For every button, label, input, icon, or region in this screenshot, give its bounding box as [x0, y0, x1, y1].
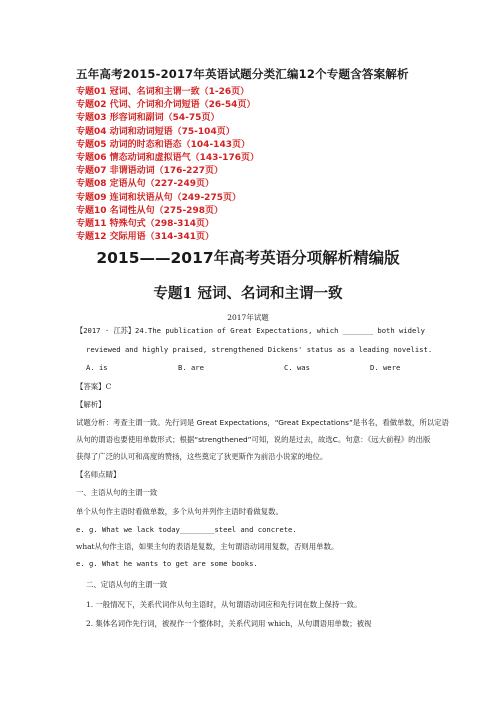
- section-heading: 二、定语从句的主谓一致: [86, 580, 168, 589]
- main-title: 2015——2017年高考英语分项解析精编版: [96, 249, 400, 267]
- toc-item: 专题11 特殊句式（298-314页）: [76, 219, 214, 230]
- option-d: D. were: [370, 363, 401, 372]
- example-sentence: e. g. What we lack today________steel and concrete.: [76, 525, 297, 534]
- toc-item: 专题07 非谓语动词（176-227页）: [76, 166, 223, 177]
- year-label: 2017年试题: [227, 313, 269, 322]
- toc-item: 专题12 交际用语（314-341页）: [76, 232, 214, 243]
- analysis-label: 【解析】: [76, 400, 106, 409]
- toc-item: 专题03 形容词和副词（54-75页）: [76, 113, 220, 124]
- toc-item: 专题02 代词、介词和介词短语（26-54页）: [76, 100, 256, 111]
- document-title: 五年高考2015-2017年英语试题分类汇编12个专题含答案解析: [76, 67, 409, 81]
- analysis-text: 试题分析：考查主谓一致。先行词是 Great Expectations，“Great Expectations”是书名，看做单数，所以定语: [76, 418, 449, 427]
- option-b: B. are: [178, 363, 204, 372]
- toc-item: 专题09 连词和状语从句（249-275页）: [76, 192, 241, 203]
- tips-label: 【名师点睛】: [76, 470, 121, 479]
- toc-item: 专题04 动词和动词短语（75-104页）: [76, 126, 235, 137]
- analysis-text: 获得了广泛的认可和高度的赞扬，这些奠定了狄更斯作为前沿小说家的地位。: [76, 452, 328, 461]
- option-c: C. was: [284, 363, 310, 372]
- toc-item: 专题06 情态动词和虚拟语气（143-176页）: [76, 153, 259, 164]
- example-sentence: e. g. What he wants to get are some books.: [76, 559, 258, 568]
- question-line: reviewed and highly praised, strengthened Dickens' status as a leading novelist.: [86, 345, 433, 354]
- answer-options: [86, 363, 446, 373]
- option-a: A. is: [86, 363, 108, 372]
- rule-text: 2. 集体名词作先行词，被视作一个整体时，关系代词用 which，从句谓语用单数；被视: [86, 619, 372, 628]
- table-of-contents: [76, 86, 259, 244]
- toc-item: 专题05 动词的时态和语态（104-143页）: [76, 139, 250, 150]
- rule-text: 1. 一般情况下，关系代词作从句主语时，从句谓语动词应和先行词在数上保持一致。: [86, 600, 362, 609]
- toc-item: 专题08 定语从句（227-249页）: [76, 179, 214, 190]
- analysis-text: 从句的谓语也要使用单数形式；根据“strengthened”可知，说的是过去，故选C。句意：《远大前程》的出版: [76, 435, 431, 444]
- toc-item: 专题01 冠词、名词和主谓一致（1-26页）: [76, 87, 250, 97]
- toc-item: 专题10 名词性从句（275-298页）: [76, 205, 223, 216]
- topic-title: 专题1 冠词、名词和主谓一致: [153, 285, 343, 302]
- section-heading: 一、主语从句的主谓一致: [76, 488, 158, 497]
- answer-label: 【答案】C: [76, 382, 112, 391]
- question-line: 【2017 · 江苏】24.The publication of Great Expectations, which _______ both widely: [76, 326, 425, 335]
- rule-text: 单个从句作主语时看做单数，多个从句并列作主语时看做复数。: [76, 507, 283, 516]
- rule-text: what从句作主语，如果主句的表语是复数，主句谓语动词用复数，否则用单数。: [76, 542, 339, 551]
